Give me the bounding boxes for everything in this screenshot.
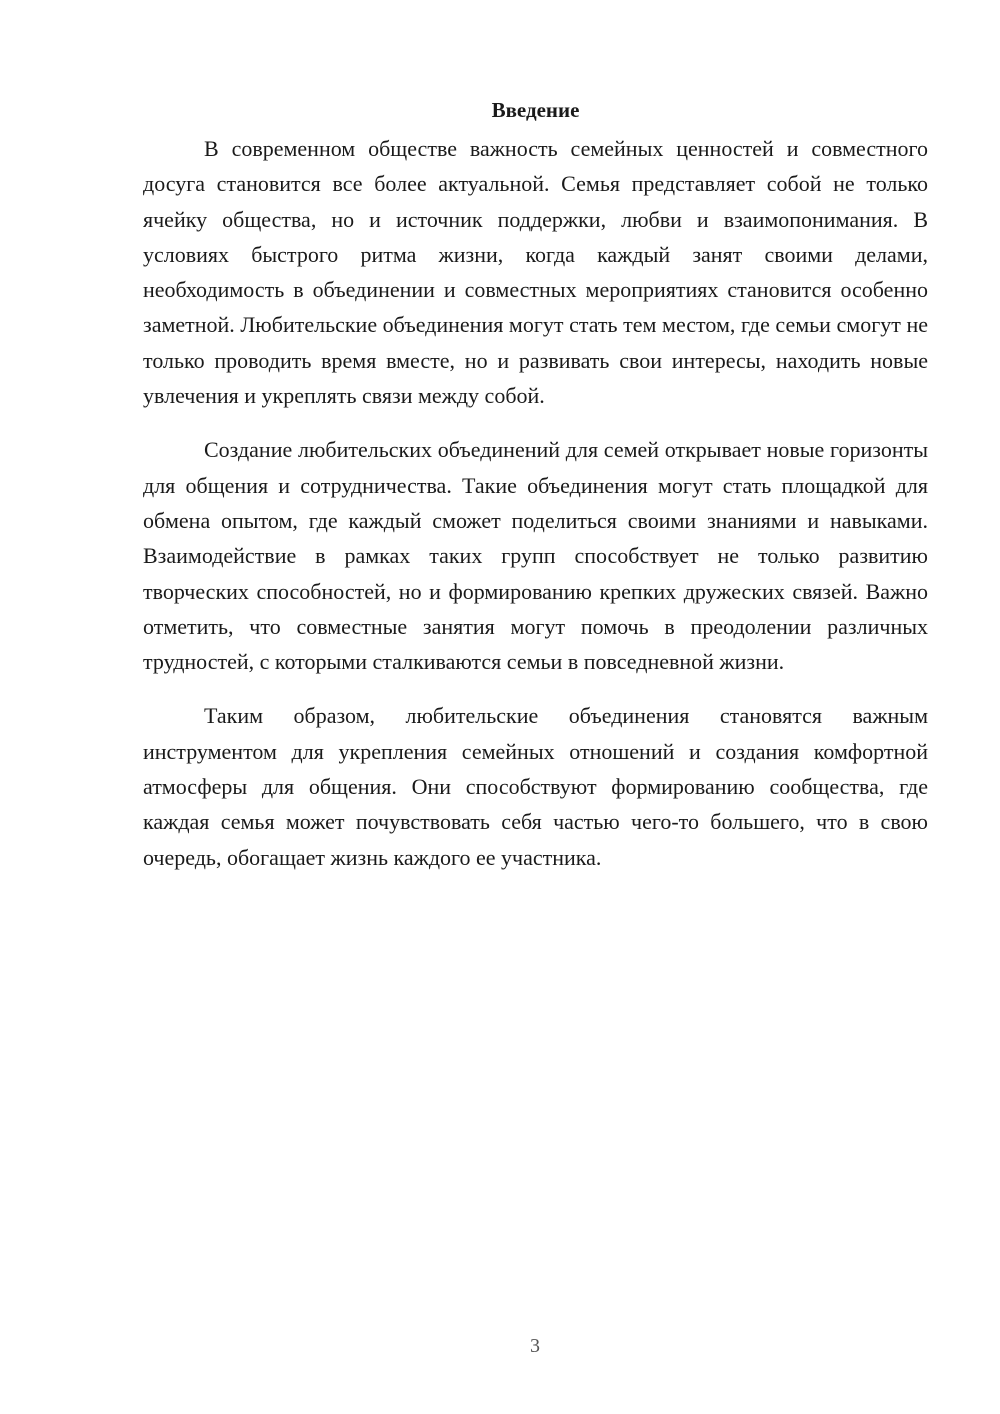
section-heading: Введение <box>491 98 580 122</box>
paragraph-1: В современном обществе важность семейных ценностей и совместного досуга становится все более актуальной. Семья представляет собой не только ячейку общества, но и источник поддержки, любви и взаимопонимания. В условиях быстрого ритма жизни, когда каждый занят своими делами, необходимость в объединении и совместных мероприятиях становится особенно заметной. Любительские объединения могут стать тем местом, где семьи смогут не только проводить время вместе, но и развивать свои интересы, находить новые увлечения и укреплять связи между собой. <box>143 136 928 409</box>
paragraph-2: Создание любительских объединений для семей открывает новые горизонты для общения и сотрудничества. Такие объединения могут стать площадкой для обмена опытом, где каждый сможет поделиться своими знаниями и навыками. Взаимодействие в рамках таких групп способствует не только развитию творческих способностей, но и формированию крепких дружеских связей. Важно отметить, что совместные занятия могут помочь в преодолении различных трудностей, с которыми сталкиваются семьи в повседневной жизни. <box>143 437 928 675</box>
page-number: 3 <box>530 1335 540 1357</box>
page-content <box>143 92 928 894</box>
paragraph-3: Таким образом, любительские объединения становятся важным инструментом для укрепления семейных отношений и создания комфортной атмосферы для общения. Они способствуют формированию сообщества, где каждая семья может почувствовать себя частью чего-то большего, что в свою очередь, обогащает жизнь каждого ее участника. <box>143 703 928 870</box>
